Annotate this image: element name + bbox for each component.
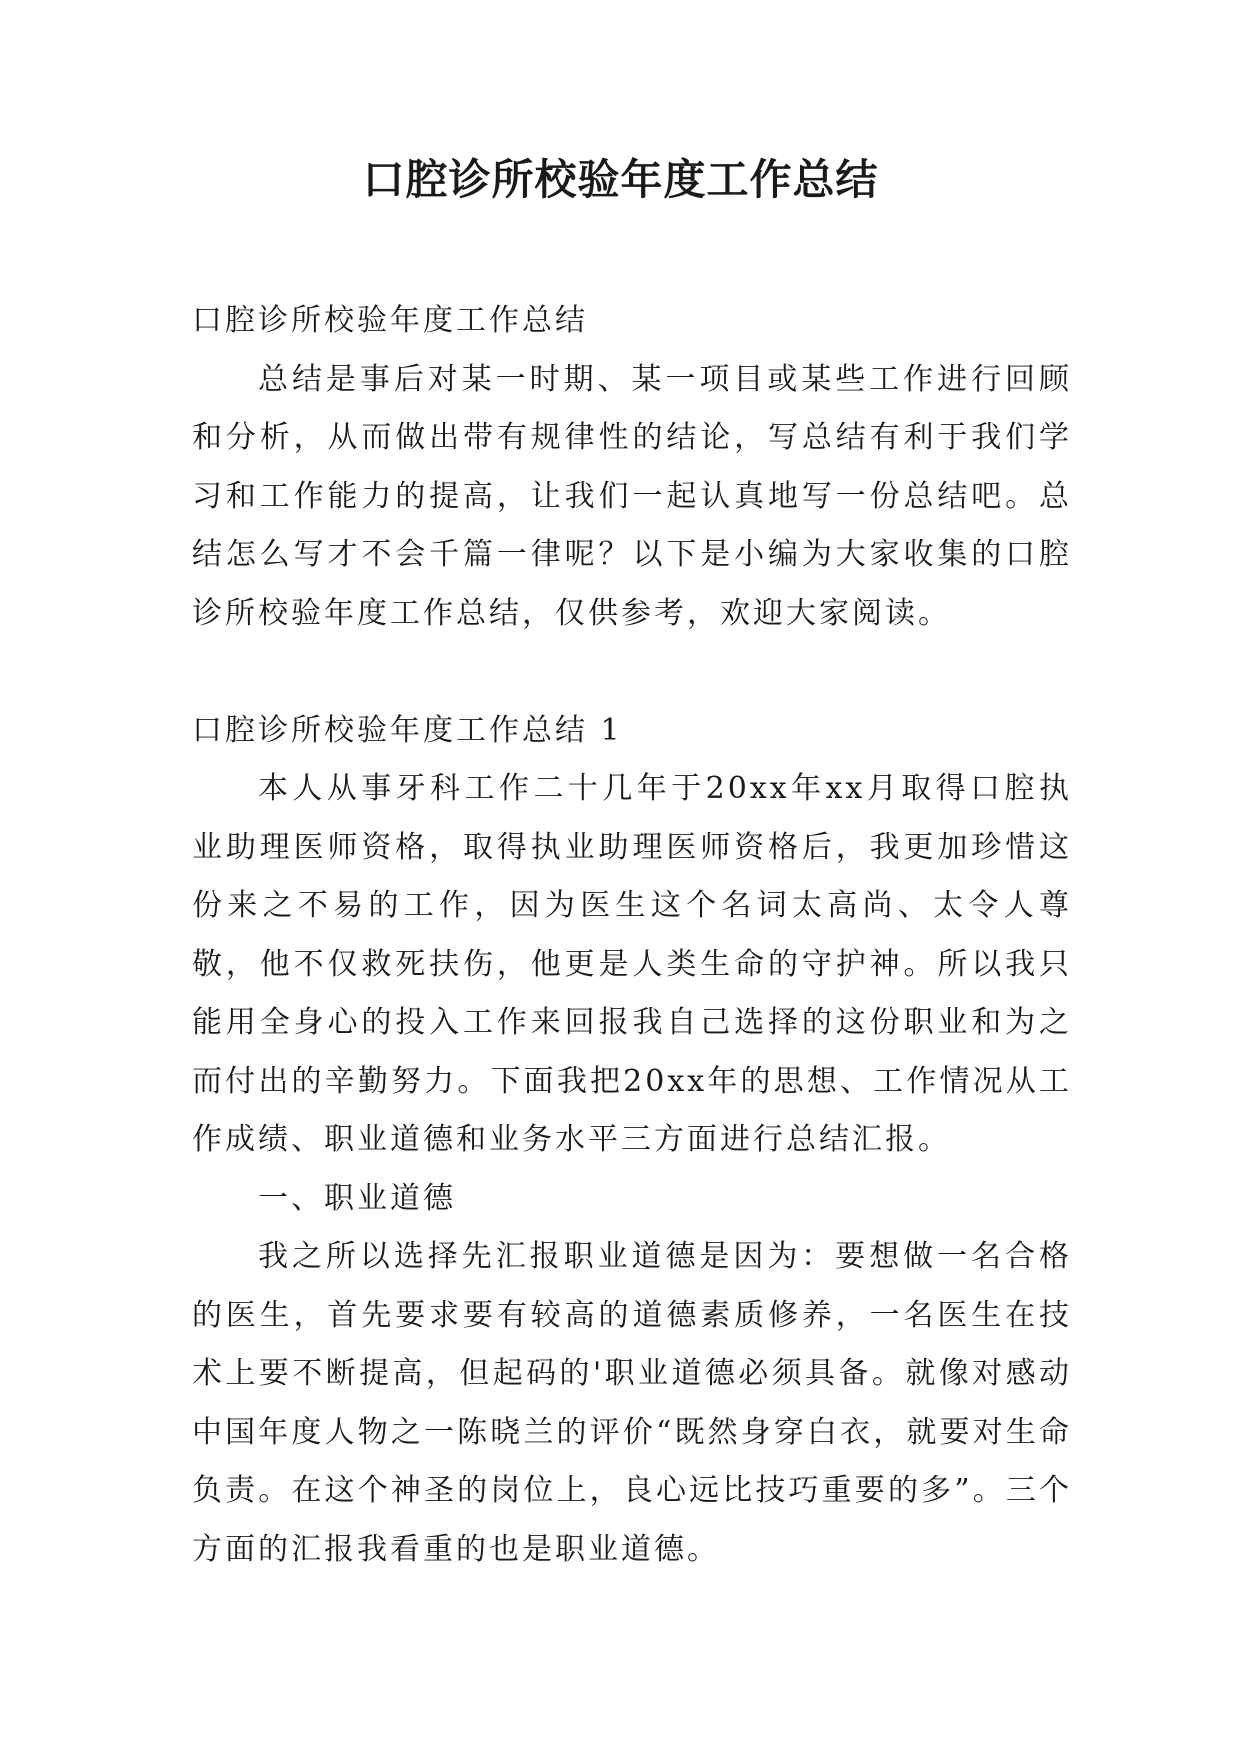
page-title: 口腔诊所校验年度工作总结 xyxy=(362,155,879,204)
document-body xyxy=(192,292,1072,1579)
intro-paragraph: 总结是事后对某一时期、某一项目或某些工作进行回顾和分析，从而做出带有规律性的结论，写总结有利于我们学习和工作能力的提高，让我们一起认真地写一份总结吧。总结怎么写才不会千篇一律呢？以下是小编为大家收集的口腔诊所校验年度工作总结，仅供参考，欢迎大家阅读。 xyxy=(192,361,1072,631)
document-subtitle: 口腔诊所校验年度工作总结 xyxy=(192,303,588,338)
section-paragraph-1: 本人从事牙科工作二十几年于20xx年xx月取得口腔执业助理医师资格，取得执业助理医师资格后，我更加珍惜这份来之不易的工作，因为医生这个名词太高尚、太令人尊敬，他不仅救死扶伤，他更是人类生命的守护神。所以我只能用全身心的投入工作来回报我自己选择的这份职业和为之而付出的辛勤努力。下面我把20xx年的思想、工作情况从工作成绩、职业道德和业务水平三方面进行总结汇报。 xyxy=(192,771,1072,1157)
section-title: 口腔诊所校验年度工作总结 1 xyxy=(192,712,623,748)
section-paragraph-2: 我之所以选择先汇报职业道德是因为：要想做一名合格的医生，首先要求要有较高的道德素质修养，一名医生在技术上要不断提高，但起码的'职业道德必须具备。就像对感动中国年度人物之一陈晓兰的评价“既然身穿白衣，就要对生命负责。在这个神圣的岗位上，良心远比技巧重要的多”。三个方面的汇报我看重的也是职业道德。 xyxy=(192,1239,1072,1567)
section-heading-ethics: 一、职业道德 xyxy=(258,1180,456,1216)
